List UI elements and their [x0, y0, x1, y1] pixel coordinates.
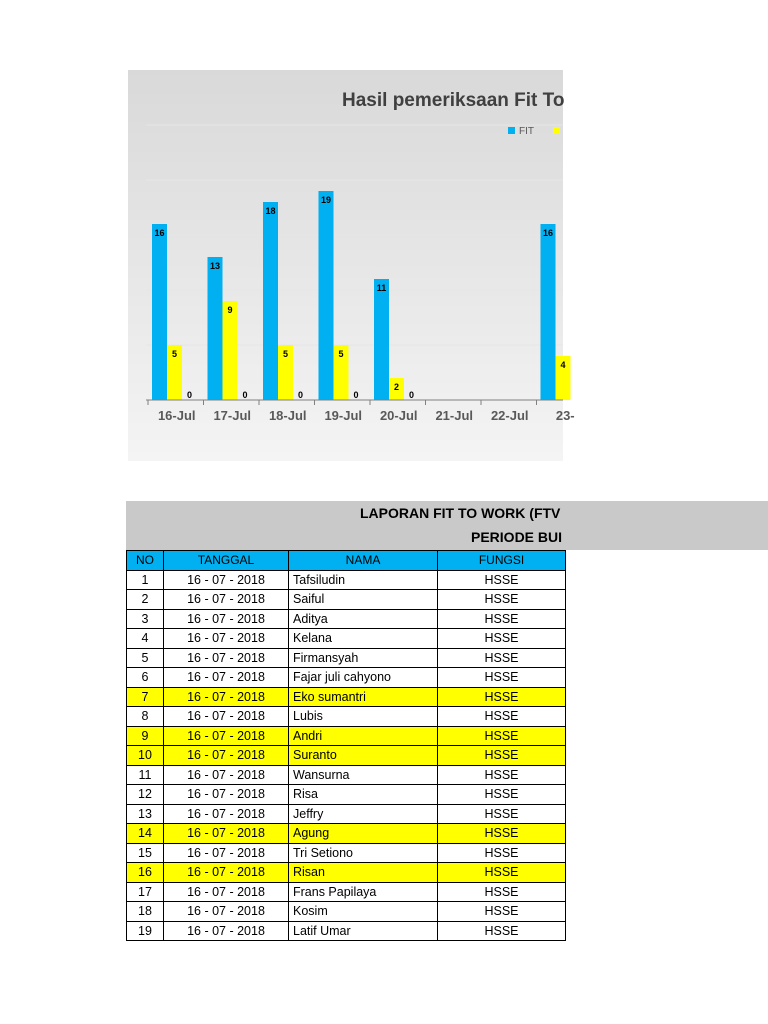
cell-no: 5: [127, 648, 164, 668]
cell-no: 1: [127, 570, 164, 590]
cell-no: 12: [127, 785, 164, 805]
cell-tanggal: 16 - 07 - 2018: [164, 648, 289, 668]
x-tick-label: 19-Jul: [324, 408, 363, 423]
data-label: 11: [376, 283, 387, 293]
cell-tanggal: 16 - 07 - 2018: [164, 668, 289, 688]
cell-nama: Tafsiludin: [289, 570, 438, 590]
cell-tanggal: 16 - 07 - 2018: [164, 707, 289, 727]
data-label: 0: [242, 390, 248, 400]
data-label: 16: [542, 228, 554, 238]
cell-nama: Kelana: [289, 629, 438, 649]
table-row: [127, 746, 566, 766]
bar-chart: [128, 70, 575, 461]
cell-tanggal: 16 - 07 - 2018: [164, 609, 289, 629]
report-table: [126, 550, 566, 941]
table-row: [127, 726, 566, 746]
legend-label: FIT: [519, 126, 534, 137]
bar-fit: [319, 191, 334, 400]
cell-fungsi: HSSE: [438, 590, 566, 610]
cell-fungsi: HSSE: [438, 765, 566, 785]
cell-tanggal: 16 - 07 - 2018: [164, 570, 289, 590]
report-subtitle-clip: [126, 526, 563, 550]
column-header-tanggal: TANGGAL: [164, 551, 289, 571]
cell-fungsi: HSSE: [438, 824, 566, 844]
table-row: [127, 570, 566, 590]
bar-fit: [208, 257, 223, 400]
cell-nama: Agung: [289, 824, 438, 844]
cell-nama: Andri: [289, 726, 438, 746]
cell-tanggal: 16 - 07 - 2018: [164, 902, 289, 922]
cell-no: 2: [127, 590, 164, 610]
cell-fungsi: HSSE: [438, 902, 566, 922]
cell-fungsi: HSSE: [438, 629, 566, 649]
cell-no: 14: [127, 824, 164, 844]
x-tick-label: 16-Jul: [157, 408, 196, 423]
data-label: 16: [154, 228, 165, 238]
data-label: 9: [227, 305, 233, 315]
cell-fungsi: HSSE: [438, 570, 566, 590]
cell-fungsi: HSSE: [438, 863, 566, 883]
cell-tanggal: 16 - 07 - 2018: [164, 765, 289, 785]
cell-nama: Tri Setiono: [289, 843, 438, 863]
cell-fungsi: HSSE: [438, 785, 566, 805]
cell-nama: Suranto: [289, 746, 438, 766]
cell-no: 10: [127, 746, 164, 766]
data-label: 0: [408, 390, 415, 400]
cell-nama: Firmansyah: [289, 648, 438, 668]
data-label: 5: [338, 349, 344, 359]
cell-fungsi: HSSE: [438, 726, 566, 746]
cell-tanggal: 16 - 07 - 2018: [164, 824, 289, 844]
x-tick-label: 22-Jul: [490, 408, 529, 423]
cell-fungsi: HSSE: [438, 668, 566, 688]
cell-tanggal: 16 - 07 - 2018: [164, 921, 289, 941]
data-label: 19: [320, 195, 332, 205]
cell-no: 15: [127, 843, 164, 863]
cell-tanggal: 16 - 07 - 2018: [164, 629, 289, 649]
table-row: [127, 863, 566, 883]
cell-no: 16: [127, 863, 164, 883]
cell-tanggal: 16 - 07 - 2018: [164, 746, 289, 766]
table-row: [127, 804, 566, 824]
cell-fungsi: HSSE: [438, 804, 566, 824]
cell-nama: Latif Umar: [289, 921, 438, 941]
column-header-fungsi: FUNGSI: [438, 551, 566, 571]
x-tick-label: 20-Jul: [379, 408, 418, 423]
cell-nama: Aditya: [289, 609, 438, 629]
x-tick-label: 18-Jul: [268, 408, 307, 423]
chart-panel: [128, 70, 575, 461]
cell-tanggal: 16 - 07 - 2018: [164, 843, 289, 863]
cell-no: 9: [127, 726, 164, 746]
cell-nama: Wansurna: [289, 765, 438, 785]
cell-nama: Frans Papilaya: [289, 882, 438, 902]
table-row: [127, 609, 566, 629]
data-label: 18: [265, 206, 276, 216]
x-tick-label: 21-Jul: [435, 408, 474, 423]
table-header-row: [127, 551, 566, 571]
data-label: 4: [560, 360, 566, 370]
cell-tanggal: 16 - 07 - 2018: [164, 882, 289, 902]
cell-tanggal: 16 - 07 - 2018: [164, 590, 289, 610]
cell-tanggal: 16 - 07 - 2018: [164, 687, 289, 707]
cell-nama: Fajar juli cahyono: [289, 668, 438, 688]
table-row: [127, 902, 566, 922]
cell-no: 13: [127, 804, 164, 824]
table-row: [127, 921, 566, 941]
table-row: [127, 668, 566, 688]
cell-no: 6: [127, 668, 164, 688]
cell-nama: Lubis: [289, 707, 438, 727]
report-title: LAPORAN FIT TO WORK (FTV: [360, 505, 561, 521]
data-label: 0: [353, 390, 359, 400]
cell-nama: Jeffry: [289, 804, 438, 824]
cell-no: 8: [127, 707, 164, 727]
cell-fungsi: HSSE: [438, 746, 566, 766]
cell-nama: Saiful: [289, 590, 438, 610]
table-row: [127, 629, 566, 649]
data-label: 5: [282, 349, 289, 359]
table-row: [127, 590, 566, 610]
cell-no: 7: [127, 687, 164, 707]
table-row: [127, 882, 566, 902]
data-label: 5: [171, 349, 178, 359]
cell-fungsi: HSSE: [438, 609, 566, 629]
cell-nama: Eko sumantri: [289, 687, 438, 707]
table-row: [127, 765, 566, 785]
cell-fungsi: HSSE: [438, 648, 566, 668]
table-row: [127, 824, 566, 844]
legend-swatch: [508, 127, 515, 134]
data-label: 2: [393, 382, 400, 392]
table-row: [127, 785, 566, 805]
cell-no: 19: [127, 921, 164, 941]
cell-fungsi: HSSE: [438, 843, 566, 863]
bar-series-2: [223, 301, 238, 400]
cell-tanggal: 16 - 07 - 2018: [164, 804, 289, 824]
data-label: 0: [297, 390, 304, 400]
report-subtitle: PERIODE BUI: [471, 529, 563, 545]
cell-tanggal: 16 - 07 - 2018: [164, 863, 289, 883]
data-label: 13: [209, 261, 221, 271]
cell-fungsi: HSSE: [438, 687, 566, 707]
x-tick-label: 17-Jul: [213, 408, 252, 423]
cell-no: 18: [127, 902, 164, 922]
cell-fungsi: HSSE: [438, 882, 566, 902]
cell-tanggal: 16 - 07 - 2018: [164, 726, 289, 746]
chart-title: Hasil pemeriksaan Fit To: [342, 90, 565, 111]
bar-fit: [374, 279, 389, 400]
table-row: [127, 687, 566, 707]
legend-swatch: [553, 127, 560, 134]
table-row: [127, 707, 566, 727]
column-header-no: NO: [127, 551, 164, 571]
cell-fungsi: HSSE: [438, 707, 566, 727]
cell-no: 11: [127, 765, 164, 785]
bar-fit: [263, 202, 278, 400]
column-header-nama: NAMA: [289, 551, 438, 571]
cell-fungsi: HSSE: [438, 921, 566, 941]
x-tick-label: 23-: [555, 408, 575, 423]
data-label: 0: [186, 390, 193, 400]
cell-no: 3: [127, 609, 164, 629]
table-row: [127, 843, 566, 863]
cell-tanggal: 16 - 07 - 2018: [164, 785, 289, 805]
cell-nama: Risa: [289, 785, 438, 805]
cell-nama: Risan: [289, 863, 438, 883]
bar-fit: [152, 224, 167, 400]
cell-nama: Kosim: [289, 902, 438, 922]
cell-no: 4: [127, 629, 164, 649]
report-title-clip: [126, 501, 563, 526]
bar-fit: [541, 224, 556, 400]
table-row: [127, 648, 566, 668]
cell-no: 17: [127, 882, 164, 902]
